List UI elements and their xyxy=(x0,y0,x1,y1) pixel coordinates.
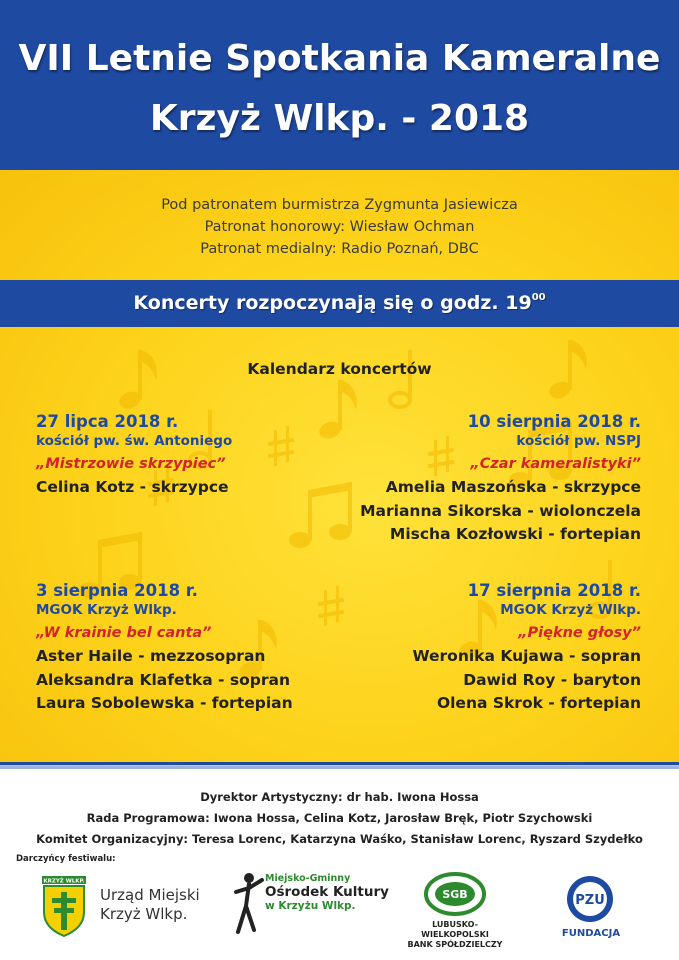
performer: Weronika Kujawa - sopran xyxy=(412,647,641,665)
mgok-line2: Ośrodek Kultury xyxy=(265,884,389,900)
sgb-logo xyxy=(424,872,486,916)
performer: Olena Skrok - fortepian xyxy=(436,694,641,712)
sgb-line1: LUBUSKO-WIELKOPOLSKI xyxy=(421,920,489,939)
concert-card-4 xyxy=(412,581,641,716)
concert-venue: MGOK Krzyż Wlkp. xyxy=(500,602,641,618)
performer: Celina Kotz - skrzypce xyxy=(36,478,229,496)
sgb-line2: BANK SPÓŁDZIELCZY xyxy=(407,940,503,949)
calendar-title: Kalendarz koncertów xyxy=(247,360,432,378)
divider-stripe xyxy=(0,766,679,769)
start-time-minutes: 00 xyxy=(531,292,546,303)
patronage-line-2: Patronat honorowy: Wiesław Ochman xyxy=(204,219,475,235)
poster-title-line2: Krzyż Wlkp. - 2018 xyxy=(149,98,530,139)
performer: Dawid Roy - baryton xyxy=(463,670,641,689)
concert-card-1 xyxy=(36,412,232,500)
concert-date: 10 sierpnia 2018 r. xyxy=(467,412,641,431)
concert-card-3 xyxy=(36,581,293,716)
urzad-line2: Krzyż Wlkp. xyxy=(100,905,188,923)
credits-artistic-director: Dyrektor Artystyczny: dr hab. Iwona Hossa xyxy=(200,790,479,804)
performer: Aster Haile - mezzosopran xyxy=(36,647,266,665)
performer: Mischa Kozłowski - fortepian xyxy=(389,525,641,543)
pzu-label: FUNDACJA xyxy=(561,928,621,939)
concert-name: „Piękne głosy” xyxy=(518,625,641,641)
mgok-line3: w Krzyżu Wlkp. xyxy=(265,900,356,912)
poster-header xyxy=(0,0,679,170)
svg-text:SGB: SGB xyxy=(442,888,468,901)
performer: Laura Sobolewska - fortepian xyxy=(36,694,293,712)
start-time-bar xyxy=(0,280,679,327)
divider-stripe xyxy=(0,762,679,765)
mgok-dancer-icon xyxy=(232,870,266,936)
credits-organizing-committee: Komitet Organizacyjny: Teresa Lorenc, Katarzyna Waśko, Stanisław Lorenc, Ryszard Szydełko xyxy=(36,832,643,846)
concert-card-2 xyxy=(360,412,641,547)
performer: Amelia Maszońska - skrzypce xyxy=(385,478,641,496)
concert-venue: MGOK Krzyż Wlkp. xyxy=(36,602,177,618)
krzyz-coat-of-arms-logo xyxy=(40,876,88,938)
concert-date: 27 lipca 2018 r. xyxy=(36,412,179,431)
poster-title-line1: VII Letnie Spotkania Kameralne xyxy=(18,38,661,79)
concert-name: „W krainie bel canta” xyxy=(36,625,212,641)
concert-date: 3 sierpnia 2018 r. xyxy=(36,581,198,600)
patronage-line-1: Pod patronatem burmistrza Zygmunta Jasiewicza xyxy=(161,197,518,213)
pzu-logo xyxy=(565,874,615,924)
svg-text:PZU: PZU xyxy=(575,893,605,908)
svg-text:KRZYŻ WLKP.: KRZYŻ WLKP. xyxy=(43,878,85,885)
concert-name: „Mistrzowie skrzypiec” xyxy=(36,456,226,472)
start-time-text xyxy=(0,292,679,314)
performer: Aleksandra Klafetka - sopran xyxy=(36,670,290,689)
donors-label: Darczyńcy festiwalu: xyxy=(16,854,116,864)
start-time-label: Koncerty rozpoczynają się o godz. 19 xyxy=(133,292,532,314)
concert-name: „Czar kameralistyki” xyxy=(470,456,641,472)
mgok-line1: Miejsko-Gminny xyxy=(265,873,351,884)
patronage-line-3: Patronat medialny: Radio Poznań, DBC xyxy=(200,241,479,257)
mgok-label xyxy=(265,873,389,912)
credits-program-council: Rada Programowa: Iwona Hossa, Celina Kotz, Jarosław Bręk, Piotr Szychowski xyxy=(86,811,593,825)
concert-date: 17 sierpnia 2018 r. xyxy=(467,581,641,600)
urzad-line1: Urząd Miejski xyxy=(100,886,200,904)
concert-venue: kościół pw. NSPJ xyxy=(516,433,641,449)
concert-venue: kościół pw. św. Antoniego xyxy=(36,433,233,449)
performer: Marianna Sikorska - wiolonczela xyxy=(360,501,641,520)
sgb-label xyxy=(400,920,510,950)
urzad-miejski-label xyxy=(100,886,200,924)
